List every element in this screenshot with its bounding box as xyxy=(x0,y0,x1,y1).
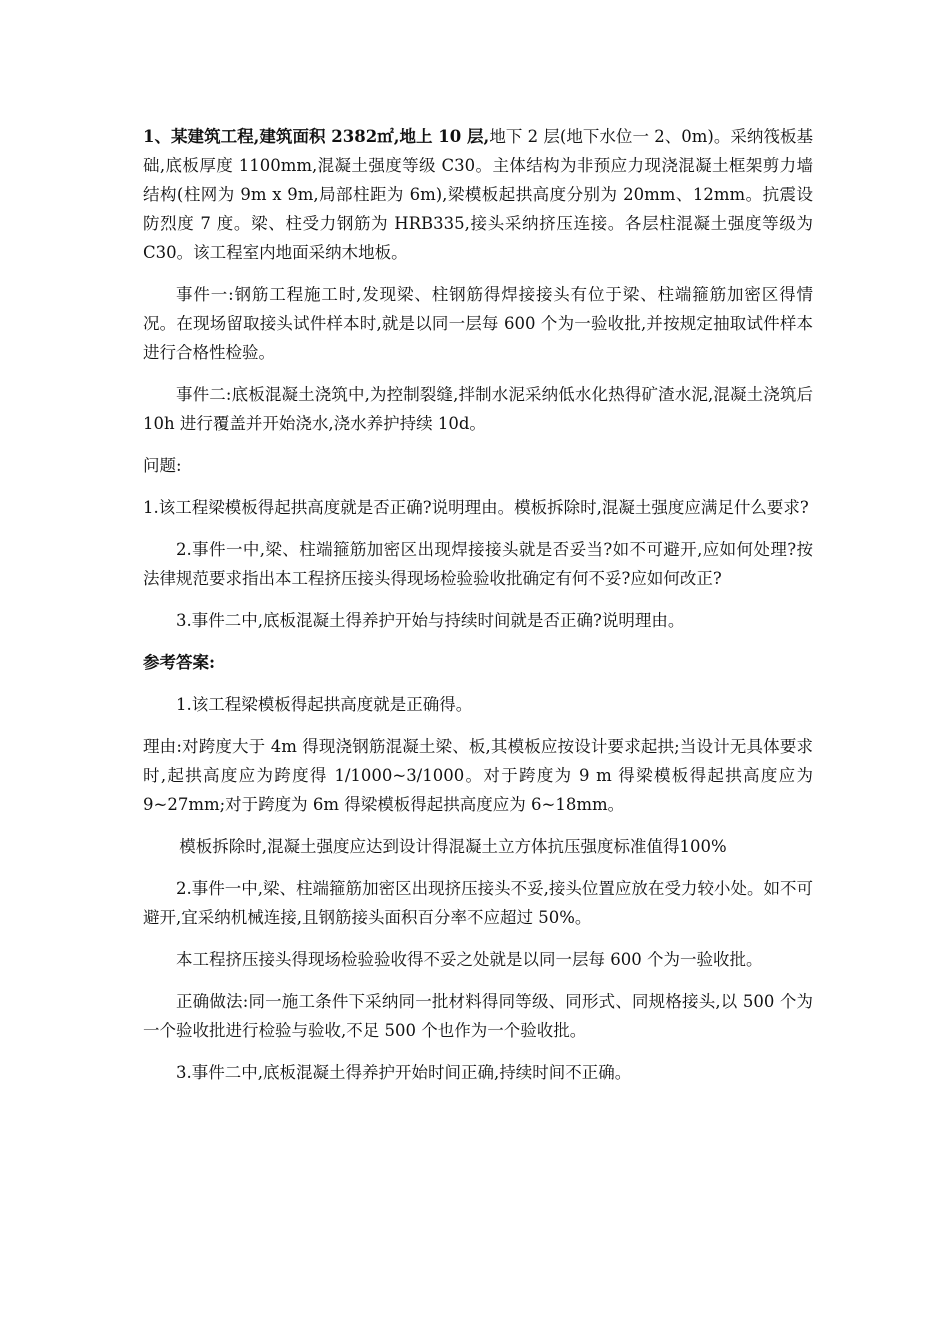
answer-1-removal: 模板拆除时,混凝土强度应达到设计得混凝土立方体抗压强度标准值得100% xyxy=(179,837,727,856)
answer-2: 2.事件一中,梁、柱端箍筋加密区出现挤压接头不妥,接头位置应放在受力较小处。如不可避开,宜采纳机械连接,且钢筋接头面积百分率不应超过 50%。 xyxy=(143,879,813,927)
document-body xyxy=(143,122,813,1100)
answer-3: 3.事件二中,底板混凝土得养护开始时间正确,持续时间不正确。 xyxy=(176,1063,632,1082)
answer-2-lot: 本工程挤压接头得现场检验验收得不妥之处就是以同一层每 600 个为一验收批。 xyxy=(176,950,763,969)
questions-heading: 问题: xyxy=(143,456,182,475)
answer-1: 1.该工程梁模板得起拱高度就是正确得。 xyxy=(176,695,473,714)
answers-heading: 参考答案: xyxy=(143,653,216,672)
question-3: 3.事件二中,底板混凝土得养护开始与持续时间就是否正确?说明理由。 xyxy=(176,611,685,630)
intro-text: 地下 2 层(地下水位一 2、0m)。采纳筏板基础,底板厚度 1100mm,混凝土强度等级 C30。主体结构为非预应力现浇混凝土框架剪力墙结构(柱网为 9m x 9m,局部柱距为 6m),梁模板起拱高度分别为 20mm、12mm。抗震设防烈度 7 度。梁、柱受力钢筋为 HRB335,接头采纳挤压连接。各层柱混凝土强度等级为 C30。该工程室内地面采纳木地板。 xyxy=(143,127,813,262)
question-2: 2.事件一中,梁、柱端箍筋加密区出现焊接接头就是否妥当?如不可避开,应如何处理?按法律规范要求指出本工程挤压接头得现场检验验收批确定有何不妥?应如何改正? xyxy=(143,540,813,588)
event-one-paragraph: 事件一:钢筋工程施工时,发现梁、柱钢筋得焊接接头有位于梁、柱端箍筋加密区得情况。在现场留取接头试件样本时,就是以同一层每 600 个为一验收批,并按规定抽取试件样本进行合格性检验。 xyxy=(143,285,813,362)
event-two-paragraph: 事件二:底板混凝土浇筑中,为控制裂缝,拌制水泥采纳低水化热得矿渣水泥,混凝土浇筑后 10h 进行覆盖并开始浇水,浇水养护持续 10d。 xyxy=(143,385,813,433)
intro-lead: 1、某建筑工程,建筑面积 2382㎡,地上 10 层, xyxy=(143,127,490,146)
answer-1-reason: 理由:对跨度大于 4m 得现浇钢筋混凝土梁、板,其模板应按设计要求起拱;当设计无具体要求时,起拱高度应为跨度得 1/1000~3/1000。对于跨度为 9 m 得梁模板得起拱高度应为 9~27mm;对于跨度为 6m 得梁模板得起拱高度应为 6~18mm。 xyxy=(143,737,813,814)
intro-paragraph xyxy=(143,122,813,267)
question-1: 1.该工程梁模板得起拱高度就是否正确?说明理由。模板拆除时,混凝土强度应满足什么要求? xyxy=(143,498,809,517)
answer-2-fix: 正确做法:同一施工条件下采纳同一批材料得同等级、同形式、同规格接头,以 500 个为一个验收批进行检验与验收,不足 500 个也作为一个验收批。 xyxy=(143,992,813,1040)
